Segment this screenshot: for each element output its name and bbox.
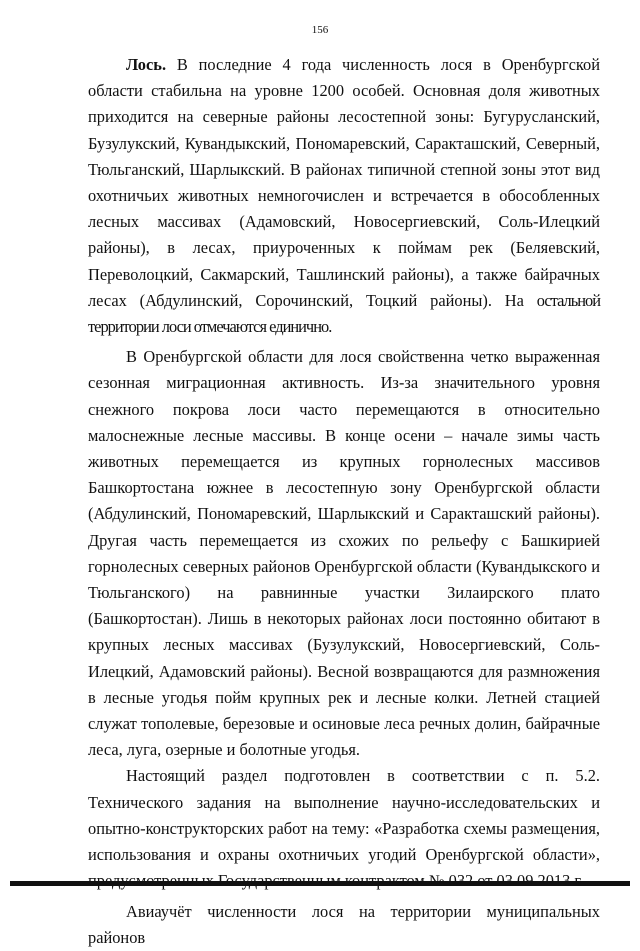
paragraph-text: В последние 4 года численность лося в Оренбургской области стабильна на уровне 1200 особей. Основная доля животных приходится на северные районы лесостепной зоны: Бугурусланский, Бузулукский, Кувандыкский, Пономаревский, Саракташский, Северный, Тюльганский, Шарлыкский. В районах типичной степной зоны этот вид охотничьих животных немногочислен и встречается в обособленных лесных массивах (Адамовский, Новосергиевский, Соль-Илецкий районы), в лесах, приуроченных к поймам рек (Беляевский, Переволоцкий, Сакмарский, Ташлинский районы), а также байрачных лесах (Абдулинский, Сорочинский, Тоцкий районы). На bbox=[88, 55, 600, 310]
paragraph-lead-term: Лось. bbox=[126, 55, 167, 74]
paragraph-aerial-survey bbox=[88, 899, 600, 951]
footer-rule bbox=[10, 881, 630, 886]
document-body bbox=[88, 52, 600, 951]
paragraph-migration bbox=[88, 344, 600, 763]
paragraph-moose-population bbox=[88, 52, 600, 340]
paragraph-text-condensed: остальной территории лоси отмечаются единично. bbox=[88, 290, 600, 337]
paragraph-text: Настоящий раздел подготовлен в соответствии с п. 5.2. Технического задания на выполнение научно-исследовательских и опытно-конструкторских работ на тему: «Разработка схемы размещения, использования и охраны охотничьих угодий Оренбургской области», bbox=[88, 766, 600, 865]
paragraph-contract-note bbox=[88, 763, 600, 894]
page-number: 156 bbox=[311, 24, 329, 36]
paragraph-text: Авиаучёт численности лося на территории муниципальных районов bbox=[88, 901, 600, 947]
paragraph-text: В Оренбургской области для лося свойственна четко выраженная сезонная миграционная активность. Из-за значительного уровня снежного покрова лоси часто перемещаются в относительно малоснежные лесные массивы. В конце осени – начале зимы часть животных перемещается из крупных горнолесных массивов Башкортостана южнее в лесостепную зону Оренбургской области (Абдулинский, Пономаревский, Шарлыкский и Саракташский районы). Другая часть перемещается из схожих по рельефу с Башкирией горнолесных северных районов Оренбургской области (Кувандыкского и Тюльганского) на равнинные участки Зилаирского плато (Башкортостан). Лишь в некоторых районах лоси постоянно обитают в крупных лесных массивах (Бузулукский, Новосергиевский, Соль-Илецкий, Адамовский районы). Весной возвращаются для размножения в лесные угодья пойм крупных рек и лесные колки. Летней стацией служат тополевые, березовые и осиновые леса речных долин, байрачные леса, луга, озерные и болотные угодья. bbox=[88, 347, 600, 760]
